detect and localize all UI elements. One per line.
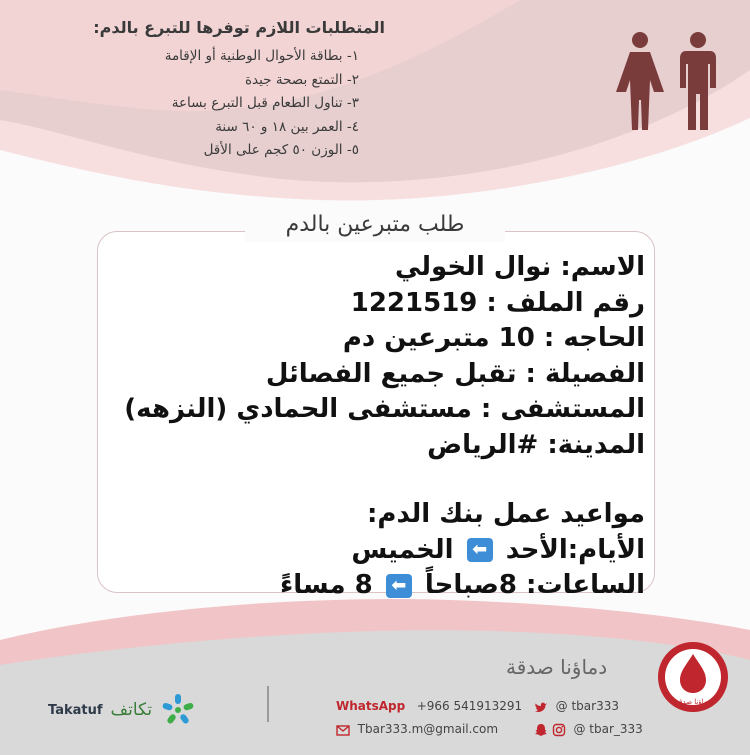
twitter-contact: [534, 699, 619, 714]
partner-logo: [48, 690, 196, 730]
hospital: المستشفى : مستشفى الحمادي (النزهه): [124, 394, 645, 424]
requirement-item: ٣- تناول الطعام قبل التبرع بساعة: [171, 95, 359, 111]
left-arrow-icon: ⬅: [467, 538, 493, 562]
city: المدينة: #الرياض: [427, 429, 645, 460]
whatsapp-label: WhatsApp: [336, 699, 406, 713]
social-handle[interactable]: @ tbar_333: [573, 722, 643, 736]
blood-type: الفصيلة : تقبل جميع الفصائل: [265, 358, 645, 389]
left-arrow-icon: ⬅: [386, 574, 412, 598]
requirement-item: ١- بطاقة الأحوال الوطنية أو الإقامة: [164, 48, 359, 64]
requirements-panel: [35, 18, 385, 163]
donor-need: الحاجه : 10 متبرعين دم: [342, 323, 645, 353]
partner-name-ar: تكاتف: [110, 700, 153, 720]
blood-drop-logo: [656, 640, 730, 714]
hours-start: الساعات: 8صباحاً: [424, 570, 645, 600]
partner-name-en: Takatuf: [48, 702, 103, 718]
logo-text: دماؤنا صدقة: [675, 698, 711, 706]
hours-end: 8 مساءً: [280, 570, 373, 600]
whatsapp-contact: [336, 699, 522, 713]
snapchat-icon: [534, 723, 548, 737]
requirements-title: المتطلبات اللازم توفرها للتبرع بالدم:: [93, 18, 385, 37]
days-end: الخميس: [351, 534, 454, 565]
requirement-item: ٤- العمر بين ١٨ و ٦٠ سنة: [215, 118, 359, 135]
social-contact: [534, 722, 643, 737]
requirement-item: ٥- الوزن ٥٠ كجم على الأقل: [203, 142, 359, 158]
email-contact: [336, 722, 498, 737]
bank-hours: [125, 568, 645, 604]
page-title: طلب متبرعين بالدم: [245, 208, 505, 242]
instagram-icon: [552, 723, 566, 737]
bank-hours-title: مواعيد عمل بنك الدم:: [367, 499, 645, 529]
requirement-item: ٢- التمتع بصحة جيدة: [244, 71, 359, 88]
man-woman-icon: [612, 30, 732, 130]
footer-divider: [267, 686, 269, 722]
brand-name: دماؤنا صدقة: [506, 655, 608, 679]
bank-days: [125, 533, 645, 569]
whatsapp-number[interactable]: +966 541913291: [416, 699, 523, 713]
file-number: رقم الملف : 1221519: [350, 287, 645, 318]
mail-icon: [336, 723, 350, 737]
takatuf-star-icon: [160, 692, 196, 728]
days-start: الأيام:الأحد: [505, 534, 645, 565]
twitter-icon: [534, 700, 548, 714]
patient-name: الاسم: نوال الخولي: [394, 252, 645, 282]
twitter-handle[interactable]: @ tbar333: [555, 699, 619, 713]
request-details: [125, 250, 645, 604]
email-address[interactable]: Tbar333.m@gmail.com: [357, 722, 499, 736]
